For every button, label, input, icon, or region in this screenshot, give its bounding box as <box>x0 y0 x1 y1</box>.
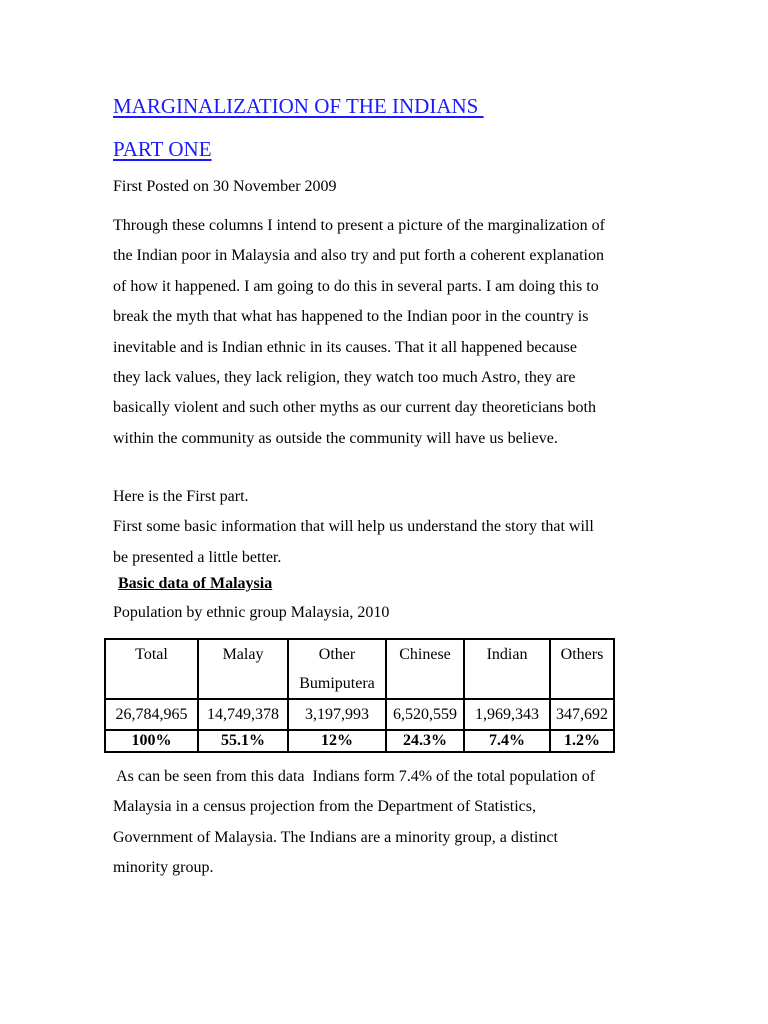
text-line: minority group. <box>113 859 214 877</box>
table-cell: 6,520,559 <box>386 699 464 730</box>
table-percent-row <box>105 730 614 752</box>
text-line: Through these columns I intend to present a picture of the marginalization of <box>113 217 606 234</box>
table-cell: 100% <box>105 730 198 752</box>
text-line: Here is the First part. <box>113 488 249 505</box>
table-cell: 26,784,965 <box>105 699 198 730</box>
table-caption: Population by ethnic group Malaysia, 2010 <box>113 604 390 621</box>
table-cell: 1.2% <box>550 730 614 752</box>
text-line: they lack values, they lack religion, they watch too much Astro, they are <box>113 369 576 387</box>
text-line: inevitable and is Indian ethnic in its causes. That it all happened because <box>113 338 577 356</box>
text-line: within the community as outside the community will have us believe. <box>113 429 558 447</box>
conclusion-paragraph <box>113 762 653 884</box>
table-cell: 7.4% <box>464 730 550 752</box>
table-header-row <box>105 639 614 699</box>
table-header-cell: Chinese <box>386 639 464 699</box>
text-line: basically violent and such other myths as our current day theoreticians both <box>113 399 596 417</box>
table-row <box>105 699 614 730</box>
table-header-cell: Malay <box>198 639 288 699</box>
table-cell: 347,692 <box>550 699 614 730</box>
table-header-cell: Total <box>105 639 198 699</box>
table-cell: 12% <box>288 730 386 752</box>
table-cell: 1,969,343 <box>464 699 550 730</box>
text-line: break the myth that what has happened to the Indian poor in the country is <box>113 308 589 326</box>
intro-paragraph <box>113 211 653 454</box>
table-cell: 55.1% <box>198 730 288 752</box>
text-line: Government of Malaysia. The Indians are a minority group, a distinct <box>113 828 558 846</box>
basic-data-heading: Basic data of Malaysia <box>118 575 273 592</box>
table-cell: 14,749,378 <box>198 699 288 730</box>
text-line: As can be seen from this data Indians form 7.4% of the total population of <box>113 768 596 785</box>
posted-date: First Posted on 30 November 2009 <box>113 178 337 195</box>
document-title: MARGINALIZATION OF THE INDIANS <box>113 94 484 118</box>
first-part-paragraph <box>113 482 653 573</box>
document-subtitle: PART ONE <box>113 137 212 161</box>
table-header-cell: Others <box>550 639 614 699</box>
text-line: First some basic information that will help us understand the story that will <box>113 518 594 536</box>
table-cell: 3,197,993 <box>288 699 386 730</box>
text-line: the Indian poor in Malaysia and also try and put forth a coherent explanation <box>113 247 604 265</box>
table-header-cell: Indian <box>464 639 550 699</box>
text-line: Malaysia in a census projection from the Department of Statistics, <box>113 798 536 816</box>
text-line: of how it happened. I am going to do this in several parts. I am doing this to <box>113 277 599 295</box>
text-line: be presented a little better. <box>113 548 282 566</box>
table-header-cell: Other Bumiputera <box>288 639 386 699</box>
population-table <box>104 638 615 753</box>
table-cell: 24.3% <box>386 730 464 752</box>
